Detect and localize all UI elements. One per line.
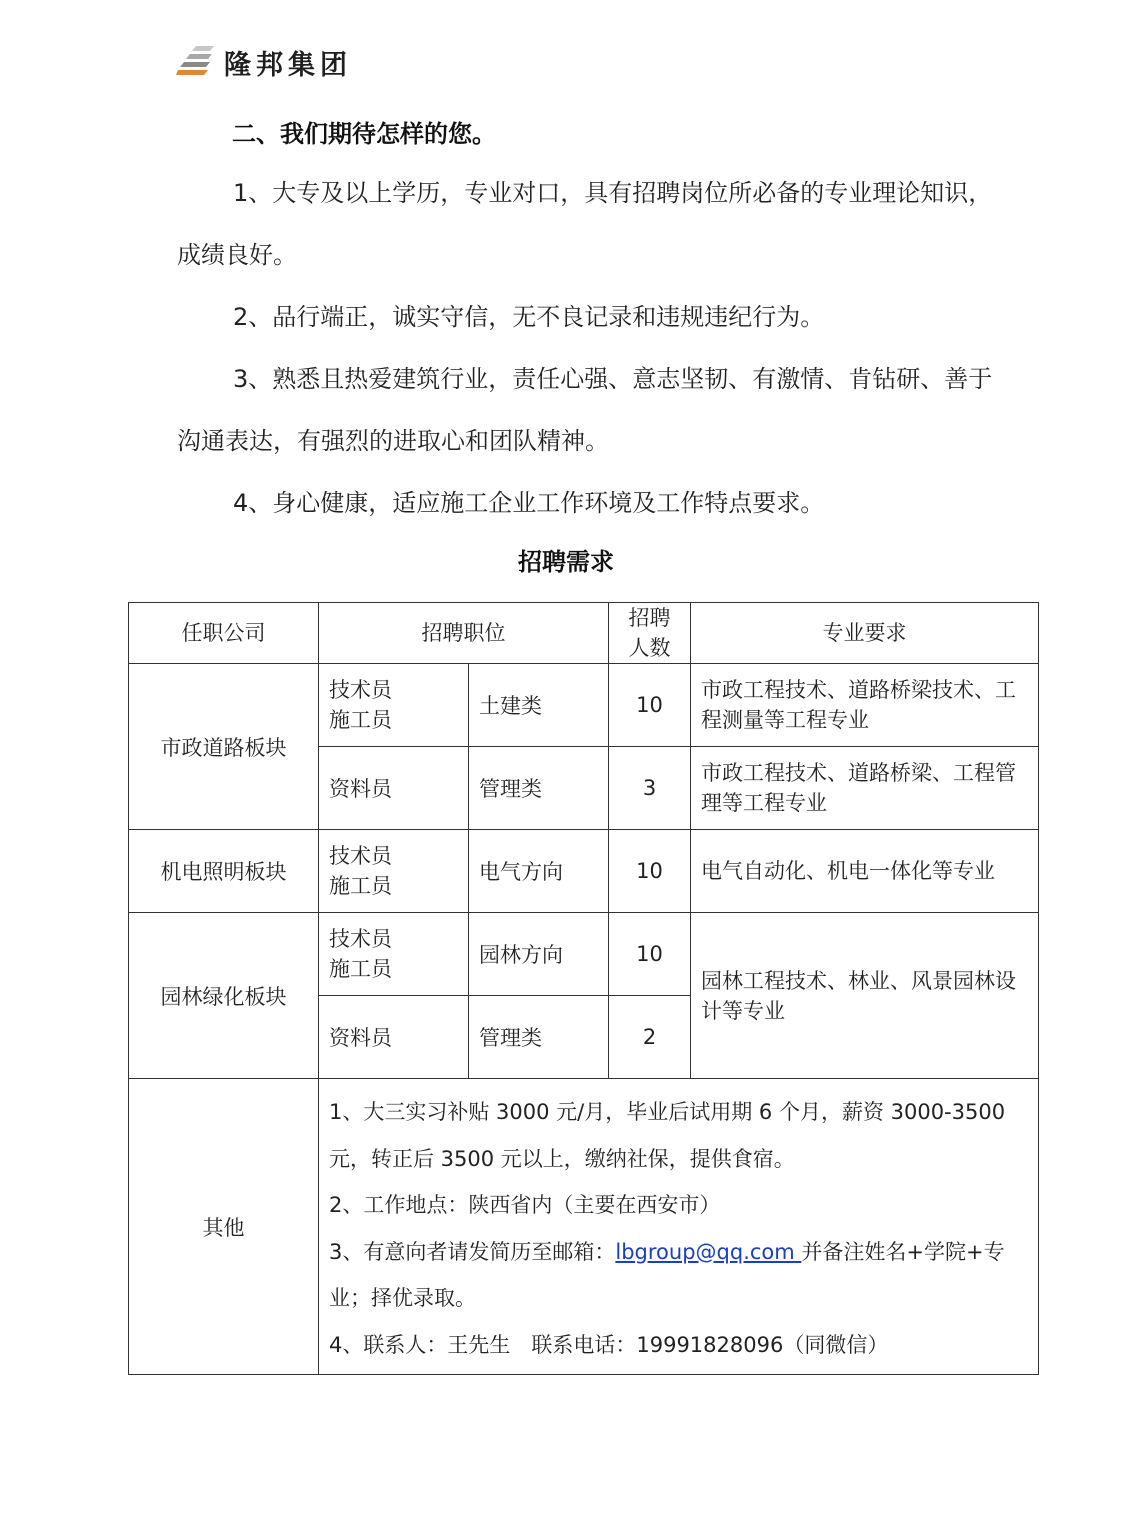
company-cell: 市政道路板块	[129, 664, 319, 830]
major-cell: 市政工程技术、道路桥梁、工程管理等工程专业	[691, 747, 1039, 830]
major-cell: 电气自动化、机电一体化等专业	[691, 830, 1039, 913]
role-cell: 技术员 施工员	[319, 830, 469, 913]
role-cell: 技术员 施工员	[319, 913, 469, 996]
category-cell: 电气方向	[469, 830, 609, 913]
other-label-cell: 其他	[129, 1079, 319, 1375]
category-cell: 土建类	[469, 664, 609, 747]
count-cell: 10	[609, 913, 691, 996]
email-link[interactable]: lbgroup@qq.com	[615, 1239, 802, 1264]
stacked-stripes-logo-icon	[176, 44, 216, 80]
other-line-1: 1、大三实习补贴 3000 元/月，毕业后试用期 6 个月，薪资 3000-3500 元，转正后 3500 元以上，缴纳社保，提供食宿。	[329, 1100, 1006, 1171]
header-major: 专业要求	[691, 603, 1039, 664]
category-cell: 管理类	[469, 747, 609, 830]
other-line-4: 4、联系人：王先生 联系电话：19991828096（同微信）	[329, 1332, 889, 1357]
requirement-item-2: 2、品行端正，诚实守信，无不良记录和违规违纪行为。	[233, 303, 825, 331]
section-heading: 二、我们期待怎样的您。	[232, 120, 496, 148]
table-row	[129, 664, 1039, 747]
table-header-row	[129, 603, 1039, 664]
category-cell: 园林方向	[469, 913, 609, 996]
requirement-item-4: 4、身心健康，适应施工企业工作环境及工作特点要求。	[233, 489, 825, 517]
company-logo	[176, 42, 352, 82]
major-cell: 园林工程技术、林业、风景园林设计等专业	[691, 913, 1039, 1079]
role-cell: 资料员	[319, 747, 469, 830]
header-position: 招聘职位	[319, 603, 609, 664]
recruitment-table	[128, 602, 1039, 1375]
other-details-cell	[319, 1079, 1039, 1375]
category-cell: 管理类	[469, 996, 609, 1079]
header-company: 任职公司	[129, 603, 319, 664]
count-cell: 10	[609, 830, 691, 913]
count-cell: 3	[609, 747, 691, 830]
table-title: 招聘需求	[518, 548, 614, 576]
company-cell: 机电照明板块	[129, 830, 319, 913]
role-cell: 资料员	[319, 996, 469, 1079]
role-cell: 技术员 施工员	[319, 664, 469, 747]
other-line-2: 2、工作地点：陕西省内（主要在西安市）	[329, 1193, 721, 1217]
other-line-3-suffix: 并备注姓名+学院+专业；择优录取。	[329, 1239, 1005, 1310]
table-row	[129, 830, 1039, 913]
other-line-3	[329, 1229, 1028, 1322]
other-line-3-prefix: 3、有意向者请发简历至邮箱：	[329, 1239, 616, 1264]
company-cell: 园林绿化板块	[129, 913, 319, 1079]
logo-text: 隆邦集团	[224, 49, 352, 81]
count-cell: 10	[609, 664, 691, 747]
requirement-item-3: 3、熟悉且热爱建筑行业，责任心强、意志坚韧、有激情、肯钻研、善于沟通表达，有强烈的进取心和团队精神。	[177, 365, 993, 455]
table-row	[129, 913, 1039, 996]
requirement-item-1: 1、大专及以上学历，专业对口，具有招聘岗位所必备的专业理论知识，成绩良好。	[177, 179, 993, 269]
table-row-other	[129, 1079, 1039, 1375]
count-cell: 2	[609, 996, 691, 1079]
header-count: 招聘人数	[609, 603, 691, 664]
major-cell: 市政工程技术、道路桥梁技术、工程测量等工程专业	[691, 664, 1039, 747]
